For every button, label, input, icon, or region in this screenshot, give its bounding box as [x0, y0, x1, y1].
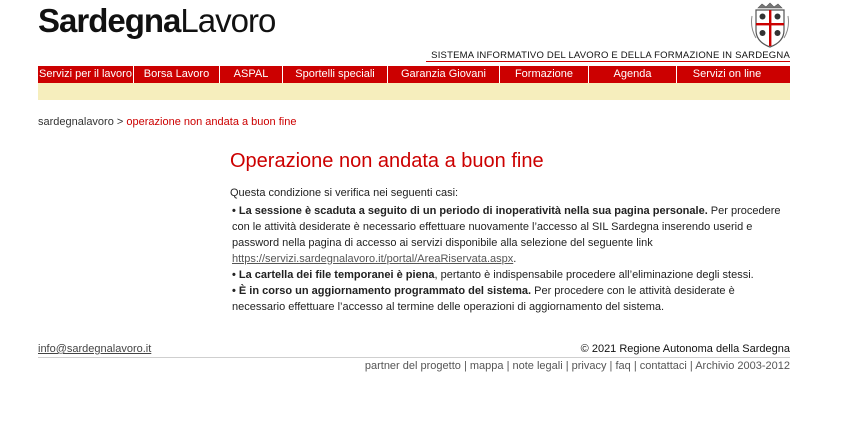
- footer-separator: |: [506, 360, 510, 372]
- page-title: Operazione non andata a buon fine: [230, 150, 544, 172]
- footer-links: [365, 360, 790, 372]
- logo-light-text: Lavoro: [180, 2, 276, 39]
- case-system-update: [232, 283, 790, 315]
- footer-link-note-legali[interactable]: note legali: [512, 360, 563, 372]
- case-session-expired-text: Per procedere con le attività desiderate è necessario effettuare nuovamente l’accesso al SIL Sardegna inserendo userid e password nella pagina di accesso ai servizi disponibile alla selezione del seguente link: [232, 205, 781, 249]
- case-system-update-heading: • È in corso un aggiornamento programmato del sistema.: [232, 285, 532, 297]
- footer-divider: [38, 357, 790, 358]
- footer-separator: |: [565, 360, 569, 372]
- nav-item-agenda[interactable]: Agenda: [589, 66, 677, 83]
- case-temp-folder-text: , pertanto è indispensabile procedere all’eliminazione degli stessi.: [434, 269, 754, 281]
- sardinia-coat-of-arms-icon: [750, 2, 790, 48]
- nav-item-aspal[interactable]: ASPAL: [220, 66, 283, 83]
- reserved-area-link[interactable]: https://servizi.sardegnalavoro.it/portal/AreaRiservata.aspx: [232, 253, 514, 265]
- case-session-expired: [232, 203, 790, 267]
- nav-item-formazione[interactable]: Formazione: [500, 66, 589, 83]
- submenu-bar: [38, 83, 790, 100]
- footer-link-mappa[interactable]: mappa: [469, 360, 504, 372]
- case-temp-folder-heading: • La cartella dei file temporanei è piena: [232, 269, 435, 281]
- footer-separator: |: [463, 360, 467, 372]
- footer-separator: |: [633, 360, 637, 372]
- site-logo[interactable]: [38, 2, 275, 40]
- main-content: [230, 150, 790, 315]
- case-system-update-text: Per procedere con le attività desiderate è necessario effettuare l’accesso al termine delle operazioni di aggiornamento del sistema.: [232, 285, 735, 313]
- breadcrumb: [38, 116, 296, 128]
- nav-item-sportelli-speciali[interactable]: Sportelli speciali: [283, 66, 388, 83]
- footer-email-link[interactable]: info@sardegnalavoro.it: [38, 343, 152, 355]
- breadcrumb-separator: >: [116, 116, 124, 128]
- nav-item-borsa-lavoro[interactable]: Borsa Lavoro: [134, 66, 220, 83]
- case-session-expired-end: .: [513, 253, 517, 265]
- nav-item-servizi-on-line[interactable]: Servizi on line: [692, 68, 762, 80]
- intro-text: Questa condizione si verifica nei seguenti casi:: [230, 187, 459, 199]
- footer-link-archivio[interactable]: Archivio 2003-2012: [695, 360, 790, 372]
- site-tagline: SISTEMA INFORMATIVO DEL LAVORO E DELLA FORMAZIONE IN SARDEGNA: [431, 50, 790, 61]
- footer-link-privacy[interactable]: privacy: [571, 360, 607, 372]
- logo-bold-text: Sardegna: [38, 2, 181, 39]
- nav-item-garanzia-giovani[interactable]: Garanzia Giovani: [388, 66, 500, 83]
- footer-separator: |: [689, 360, 693, 372]
- footer-separator: |: [609, 360, 613, 372]
- main-nav: [38, 66, 790, 83]
- tagline-divider: [426, 61, 790, 62]
- case-session-expired-heading: • La sessione è scaduta a seguito di un periodo di inoperatività nella sua pagina personale.: [232, 205, 708, 217]
- footer-link-partner[interactable]: partner del progetto: [364, 360, 461, 372]
- case-temp-folder-full: [232, 267, 790, 283]
- footer-link-faq[interactable]: faq: [615, 360, 631, 372]
- breadcrumb-home-link[interactable]: sardegnalavoro: [38, 116, 114, 128]
- footer-link-contattaci[interactable]: contattaci: [639, 360, 687, 372]
- nav-item-servizi-per-il-lavoro[interactable]: Servizi per il lavoro: [38, 66, 134, 83]
- footer-copyright: © 2021 Regione Autonoma della Sardegna: [580, 343, 790, 355]
- breadcrumb-current: operazione non andata a buon fine: [126, 116, 297, 128]
